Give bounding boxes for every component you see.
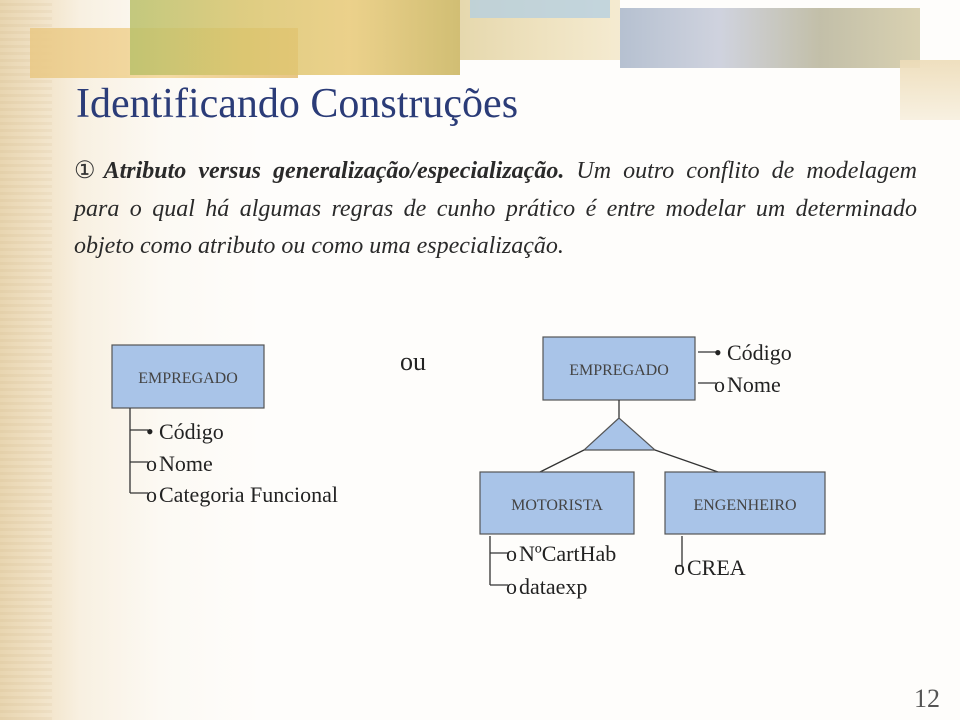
entity-label: EMPREGADO (569, 362, 669, 379)
attribute-marker: o (146, 482, 157, 507)
attribute-label: Código (727, 340, 792, 365)
right-diagram (480, 337, 825, 599)
attribute-label: Nome (159, 451, 213, 476)
specialization-lines (540, 450, 718, 472)
left-diagram (112, 345, 338, 507)
entity-label: ENGENHEIRO (693, 497, 797, 514)
slide-title: Identificando Construções (76, 81, 519, 127)
attribute-marker: • (146, 419, 154, 444)
or-label: ou (400, 347, 426, 376)
page-number: 12 (914, 684, 940, 713)
attribute-label: Nome (727, 372, 781, 397)
attribute-marker: • (714, 340, 722, 365)
attribute-label: dataexp (519, 574, 588, 599)
attribute-label: Categoria Funcional (159, 482, 339, 507)
entity-label: MOTORISTA (511, 497, 603, 514)
attribute-marker: o (674, 555, 685, 580)
attribute-label: NºCartHab (519, 541, 617, 566)
attribute-marker: o (506, 541, 517, 566)
attribute-label: Código (159, 419, 224, 444)
attribute-marker: o (146, 451, 157, 476)
attribute-label: CREA (687, 555, 746, 580)
entity-label: EMPREGADO (138, 370, 238, 387)
attribute-marker: o (506, 574, 517, 599)
attribute-marker: o (714, 372, 725, 397)
paragraph-text: Um outro conflito de modelagem para o qual há algumas regras de cunho prático é entre modelar um determinado objeto como atributo ou como uma especialização. (74, 158, 918, 259)
numbered-bullet-1-icon: ① (74, 158, 102, 184)
specialization-triangle (584, 418, 655, 450)
paragraph-bold-lead: Atributo versus generalização/especialização. (103, 158, 565, 184)
